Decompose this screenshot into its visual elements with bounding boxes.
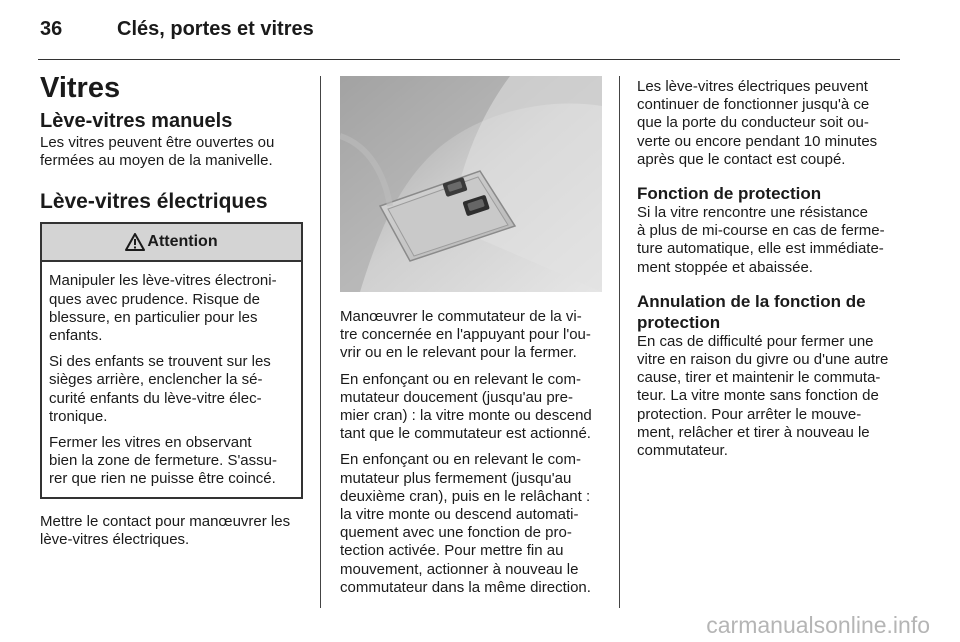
instruction-paragraph: En enfonçant ou en relevant le com- mutateur doucement (jusqu'au pre- mier cran) : la vitre monte ou descend tant que le commutateur est actionné. bbox=[340, 370, 592, 443]
column-3 bbox=[637, 78, 903, 468]
cancel-paragraph: En cas de difficulté pour fermer une vitre en raison du givre ou d'une autre cause, tirer et maintenir le commuta- teur. La vitre monte sans fonction de protection. Pour arrêter le mouve- ment, relâcher et tirer à nouveau le commutateur. bbox=[637, 332, 889, 460]
intro-paragraph: Les lève-vitres électriques peuvent continuer de fonctionner jusqu'à ce que la porte du conducteur soit ou- verte ou encore pendant 10 minutes après que le contact est coupé. bbox=[637, 78, 878, 168]
heading-cancel-protection: Annulation de la fonction de protection bbox=[637, 291, 866, 332]
heading-manual-windows: Lève-vitres manuels bbox=[40, 110, 233, 132]
page-header bbox=[40, 18, 314, 41]
warning-title: Attention bbox=[147, 233, 218, 251]
window-switch-photo bbox=[340, 76, 602, 292]
warning-paragraph: Si des enfants se trouvent sur les sièges arrière, enclencher la sé- curité enfants du lève-vitre élec- tronique. bbox=[49, 353, 271, 425]
page-header-title: Clés, portes et vitres bbox=[117, 18, 314, 40]
warning-box bbox=[40, 222, 303, 498]
section-title-vitres: Vitres bbox=[40, 72, 121, 104]
contact-text: Mettre le contact pour manœuvrer les lève-vitres électriques. bbox=[40, 512, 291, 548]
column-separator-2 bbox=[619, 76, 620, 608]
warning-body bbox=[42, 262, 301, 496]
column-separator-1 bbox=[320, 76, 321, 608]
warning-triangle-icon bbox=[125, 233, 145, 251]
manual-windows-text: Les vitres peuvent être ouvertes ou fermées au moyen de la manivelle. bbox=[40, 134, 275, 170]
instruction-paragraph: Manœuvrer le commutateur de la vi- tre concernée en l'appuyant pour l'ou- vrir ou en le relevant pour la fermer. bbox=[340, 308, 591, 362]
instruction-paragraph: En enfonçant ou en relevant le com- mutateur plus fermement (jusqu'au deuxième cran), puis en le relâchant : la vitre monte ou descend automati- quement avec une fonction de pro- tection activée. Pour mettre fin au mouvement, actionner à nouveau le commutateur dans la même direction. bbox=[340, 451, 591, 596]
page-number: 36 bbox=[40, 18, 63, 40]
warning-paragraph: Fermer les vitres en observant bien la zone de fermeture. S'assu- rer que rien ne puisse être coincé. bbox=[49, 434, 277, 488]
watermark: carmanualsonline.info bbox=[706, 612, 930, 638]
heading-protection: Fonction de protection bbox=[637, 184, 822, 204]
warning-paragraph: Manipuler les lève-vitres électroni- ques avec prudence. Risque de blessure, en particulier pour les enfants. bbox=[49, 272, 277, 345]
warning-header bbox=[42, 224, 301, 262]
column-1 bbox=[40, 68, 303, 549]
column-2 bbox=[340, 76, 602, 605]
protection-paragraph: Si la vitre rencontre une résistance à plus de mi-course en cas de ferme- ture automatique, elle est immédiate- ment stoppée et abaissée. bbox=[637, 204, 885, 276]
heading-electric-windows: Lève-vitres électriques bbox=[40, 190, 268, 214]
header-rule bbox=[38, 59, 900, 60]
